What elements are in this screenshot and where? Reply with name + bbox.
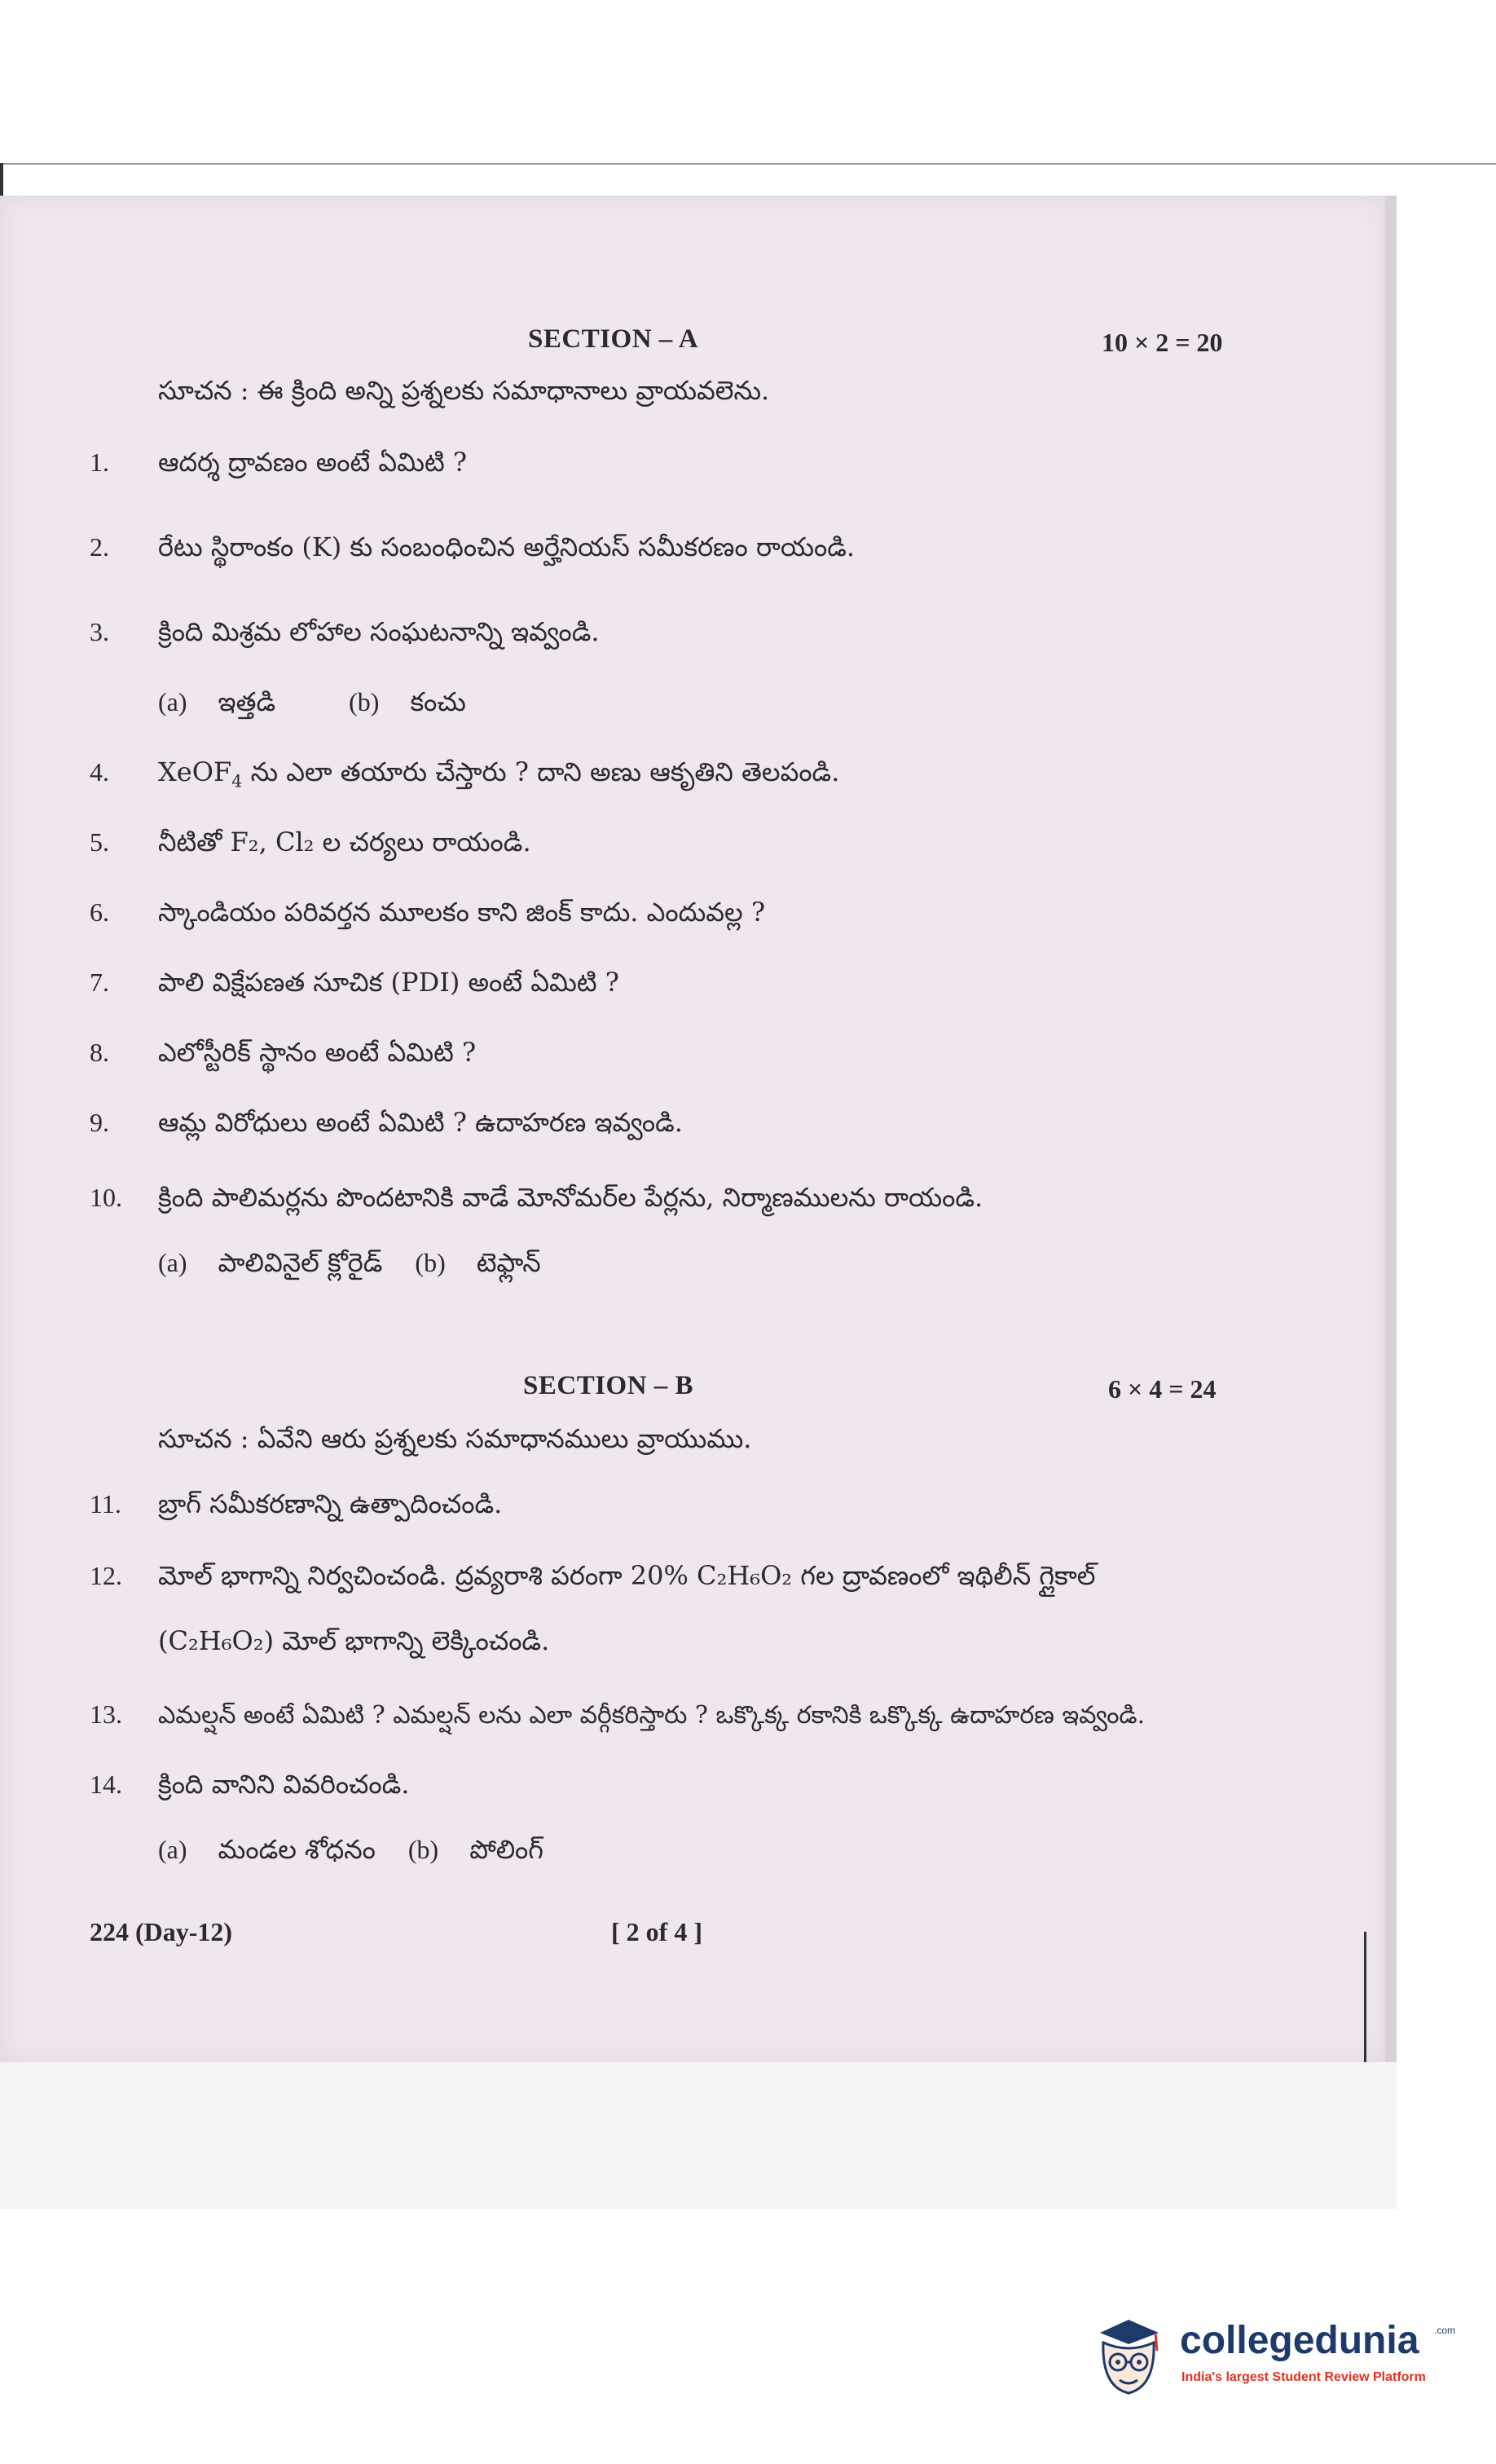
- logo-tagline: India's largest Student Review Platform: [1181, 2370, 1426, 2384]
- page-top-border: [0, 163, 1496, 165]
- section-b-instruction: సూచన : ఏవేని ఆరు ప్రశ్నలకు సమాధానములు వ్రాయుము.: [158, 1423, 752, 1454]
- question-12: 12. మోల్ భాగాన్ని నిర్వచించండి. ద్రవ్యరాశి పరంగా 20% C₂H₆O₂ గల ద్రావణంలో ఇథిలీన్ గ్లైకాల్: [90, 1560, 1096, 1591]
- question-8: 8. ఎలోస్టీరిక్ స్థానం అంటే ఏమిటి ?: [90, 1037, 477, 1068]
- section-a-instruction: సూచన : ఈ క్రింది అన్ని ప్రశ్నలకు సమాధానాలు వ్రాయవలెను.: [158, 375, 770, 406]
- margin-line: [1364, 1932, 1366, 2062]
- page-number: [ 2 of 4 ]: [611, 1917, 702, 1946]
- section-b-title: SECTION – B: [523, 1371, 694, 1400]
- collegedunia-logo[interactable]: [1084, 2307, 1467, 2396]
- paper-edge: [1385, 196, 1397, 2062]
- section-b-marks: 6 × 4 = 24: [1108, 1374, 1217, 1404]
- question-5: 5. నీటితో F₂, Cl₂ ల చర్యలు రాయండి.: [90, 826, 531, 857]
- question-14: 14. క్రింది వానిని వివరించండి.: [90, 1769, 410, 1800]
- logo-wordmark: collegedunia: [1180, 2319, 1419, 2362]
- question-1: 1. ఆదర్శ ద్రావణం అంటే ఏమిటి ?: [90, 447, 468, 478]
- question-10: 10. క్రింది పాలిమర్లను పొందటానికి వాడే మోనోమర్‌ల పేర్లను, నిర్మాణములను రాయండి.: [90, 1182, 983, 1213]
- paper-code: 224 (Day-12): [90, 1917, 233, 1946]
- question-4: 4. XeOF$_4$ ను ఎలా తయారు చేస్తారు ? దాని అణు ఆకృతిని తెలపండి.: [90, 756, 840, 791]
- question-3: 3. క్రింది మిశ్రమ లోహాల సంఘటనాన్ని ఇవ్వండి.: [90, 616, 600, 647]
- question-13: 13. ఎమల్షన్ అంటే ఏమిటి ? ఎమల్షన్ లను ఎలా వర్గీకరిస్తారు ? ఒక్కొక్క రకానికి ఒక్కొక్క ఉదాహరణ ఇవ్వండి.: [90, 1699, 1146, 1730]
- question-2: 2. రేటు స్థిరాంకం (K) కు సంబంధించిన అర్హేనియస్ సమీకరణం రాయండి.: [90, 531, 856, 562]
- paper-bottom-margin: [0, 2062, 1397, 2209]
- question-6: 6. స్కాండియం పరివర్తన మూలకం కాని జింక్ కాదు. ఎందువల్ల ?: [90, 897, 766, 928]
- question-9: 9. ఆమ్ల విరోధులు అంటే ఏమిటి ? ఉదాహరణ ఇవ్వండి.: [90, 1107, 683, 1138]
- logo-domain: .com: [1434, 2325, 1456, 2336]
- question-3-options: (a) ఇత్తడి (b) కంచు: [158, 686, 466, 717]
- question-7: 7. పాలి విక్షేపణత సూచిక (PDI) అంటే ఏమిటి ?: [90, 967, 619, 998]
- mascot-face-icon: [1092, 2315, 1165, 2396]
- question-10-options: (a) పాలివినైల్ క్లోరైడ్ (b) టెఫ్లాన్: [158, 1247, 541, 1278]
- section-a-title: SECTION – A: [528, 324, 699, 354]
- question-14-options: (a) మండల శోధనం (b) పోలింగ్: [158, 1834, 543, 1865]
- section-a-marks: 10 × 2 = 20: [1102, 328, 1223, 357]
- question-11: 11. బ్రాగ్ సమీకరణాన్ని ఉత్పాదించండి.: [90, 1488, 503, 1519]
- question-12-continued: (C₂H₆O₂) మోల్ భాగాన్ని లెక్కించండి.: [158, 1625, 550, 1656]
